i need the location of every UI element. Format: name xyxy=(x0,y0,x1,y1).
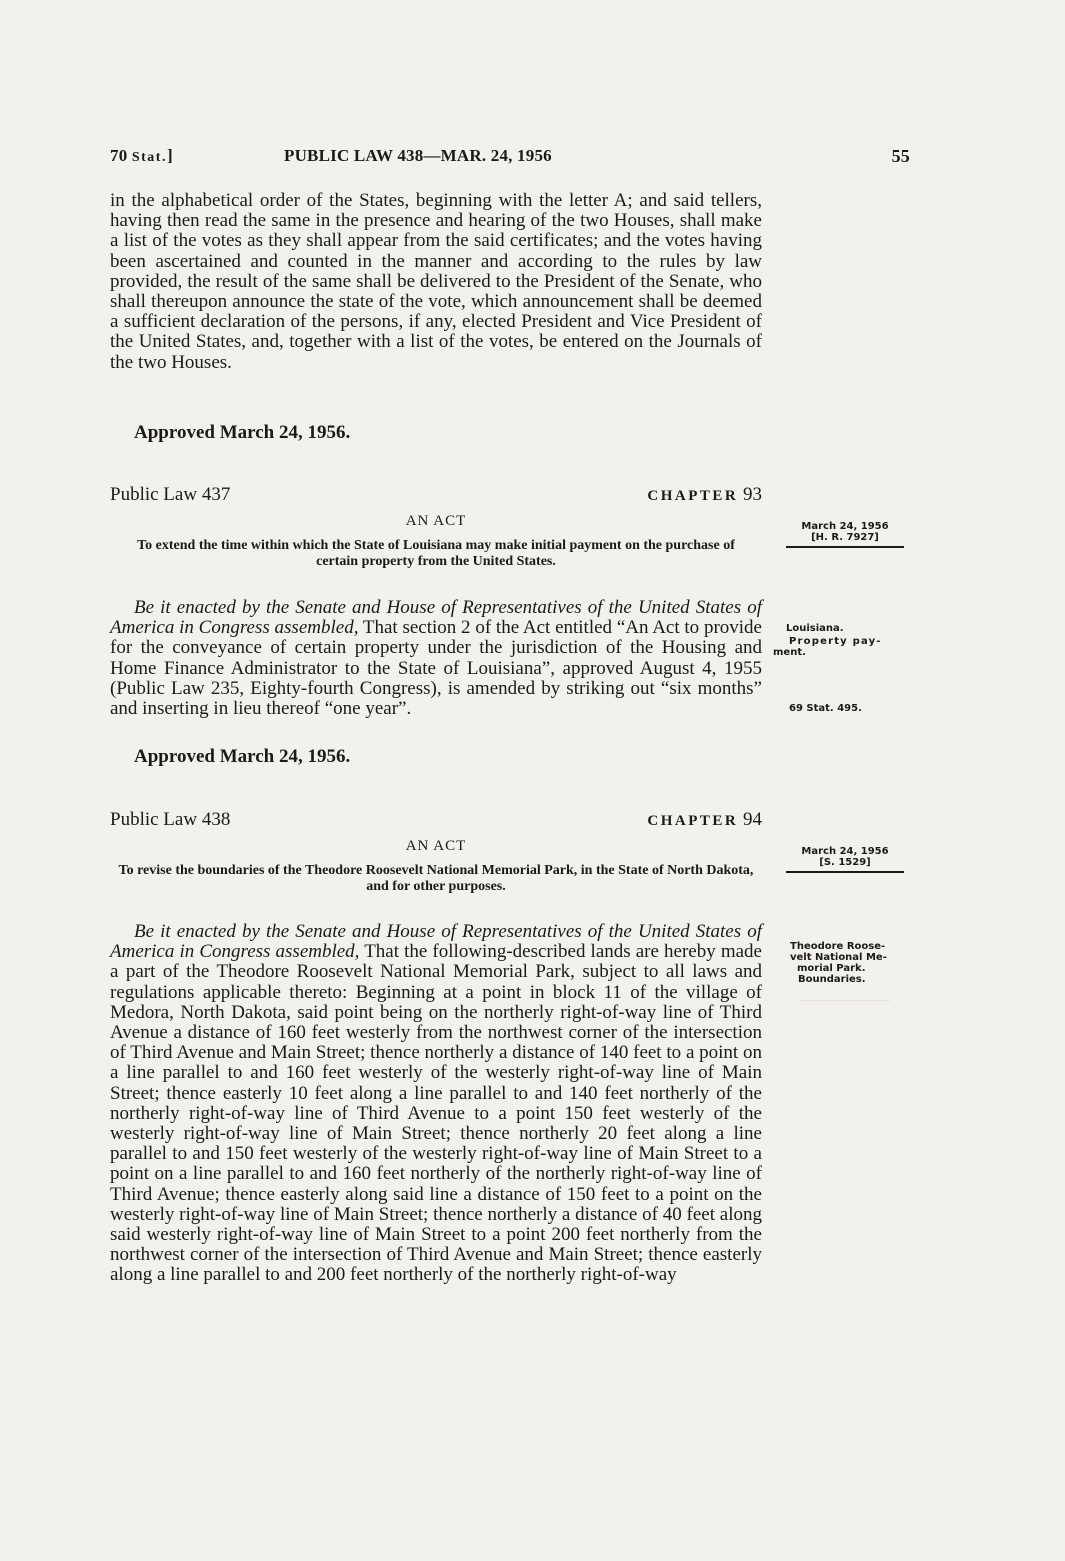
law-438-body xyxy=(110,922,762,1286)
law-437-margin-rule xyxy=(786,546,904,548)
law-437-citation: 69 Stat. 495. xyxy=(789,703,862,714)
law-438-topic-1: Theodore Roose- xyxy=(790,941,886,952)
law-437-title: To extend the time within which the State of Louisiana may make initial payment on the purchase of certain property from the United States. xyxy=(137,538,735,569)
law-438-text: That the following-described lands are hereby made a part of the Theodore Roosevelt National Memorial Park, subject to all laws and regulations applicable thereto: Beginning at a point in block 11 of the village of Medora, North Dakota, said point being on the northerly right-of-way line of Third Avenue a distance of 160 feet westerly from the northwest corner of the intersection of Third Avenue and Main Street; thence northerly a distance of 140 feet to a point on a line parallel to and 160 feet westerly of the westerly right-of-way line of Main Street; thence easterly 10 feet along a line parallel to and 140 feet northerly of the northerly right-of-way line of Third Avenue to a point 150 feet westerly of the westerly right-of-way line of Main Street; thence northerly 20 feet along a line parallel to and 150 feet westerly of the westerly right-of-way line of Main Street to a point on a line parallel to and 160 feet northerly of the northerly right-of-way line of Third Avenue; thence easterly along said line a distance of 150 feet to a point on the westerly right-of-way line of Main Street; thence northerly a distance of 40 feet along said westerly right-of-way line of Main Street to a point 200 feet northerly from the northwest corner of the intersection of Third Avenue and Main Street; thence easterly along a line parallel to and 200 feet northerly of the northerly right-of-way xyxy=(110,941,762,1286)
law-438-label: Public Law 438 xyxy=(110,809,231,830)
law-437-topic-3: ment. xyxy=(773,647,806,658)
law-438-topic-4: Boundaries. xyxy=(798,974,866,985)
page-number: 55 xyxy=(891,146,910,166)
law-438-heading xyxy=(110,809,762,833)
law-437-body xyxy=(110,598,762,719)
continuation-paragraph: in the alphabetical order of the States, beginning with the letter A; and said tellers, having then read the same in the presence and hearing of the two Houses, shall make a list of the votes as they shall appear from the said certificates; and the votes having been ascertained and counted in the manner and according to the rules by law provided, the result of the same shall be delivered to the President of the Senate, who shall thereupon announce the state of the vote, which announcement shall be deemed a sufficient declaration of the persons, if any, elected President and Vice President of the United States, and, together with a list of the votes, be entered on the Journals of the two Houses. xyxy=(110,190,762,373)
continuation-block xyxy=(110,191,762,373)
law-438-title: To revise the boundaries of the Theodore Roosevelt National Memorial Park, in the State of North Dakota, and for other purposes. xyxy=(118,863,754,894)
law-438-an-act: AN ACT xyxy=(405,838,467,854)
law-438-topic-2: velt National Me- xyxy=(790,952,887,963)
bleed-through-marks xyxy=(800,1000,890,1201)
law-438-margin-rule xyxy=(786,871,904,873)
law-438-enacting-clause: Be it enacted by the Senate and House of Representatives of the United States of America in Congress assembled, xyxy=(110,921,762,963)
approved-line-2: Approved March 24, 1956. xyxy=(134,746,351,767)
public-law-heading: PUBLIC LAW 438—MAR. 24, 1956 xyxy=(284,146,552,165)
law-438-margin-date: March 24, 1956 xyxy=(801,846,889,857)
law-437-margin-bill: [H. R. 7927] xyxy=(811,532,879,543)
stat-reference: 70 Stat.] xyxy=(110,146,173,165)
law-437-enacting-clause: Be it enacted by the Senate and House of Representatives of the United States of America in Congress assembled, xyxy=(110,597,762,639)
law-437-paragraph xyxy=(110,598,762,719)
approved-line-1: Approved March 24, 1956. xyxy=(134,422,351,443)
law-437-label: Public Law 437 xyxy=(110,484,231,505)
law-438-paragraph xyxy=(110,922,762,1286)
law-438-margin-bill: [S. 1529] xyxy=(819,857,871,868)
chapter-94: CHAPTER 94 xyxy=(647,809,762,830)
law-437-an-act: AN ACT xyxy=(405,513,467,529)
chapter-93: CHAPTER 93 xyxy=(647,484,762,505)
law-437-topic-1: Louisiana. xyxy=(786,623,844,634)
law-437-margin-date: March 24, 1956 xyxy=(801,521,889,532)
law-438-topic-3: morial Park. xyxy=(797,963,866,974)
law-437-topic-2: Property pay- xyxy=(789,636,882,647)
running-head xyxy=(110,146,910,172)
law-437-text: That section 2 of the Act entitled “An Act to provide for the conveyance of certain property under the jurisdiction of the Housing and Home Finance Administrator to the State of Louisiana”, approved August 4, 1955 (Public Law 235, Eighty-fourth Congress), is amended by striking out “six months” and inserting in lieu thereof “one year”. xyxy=(110,617,762,720)
law-437-heading xyxy=(110,484,762,508)
